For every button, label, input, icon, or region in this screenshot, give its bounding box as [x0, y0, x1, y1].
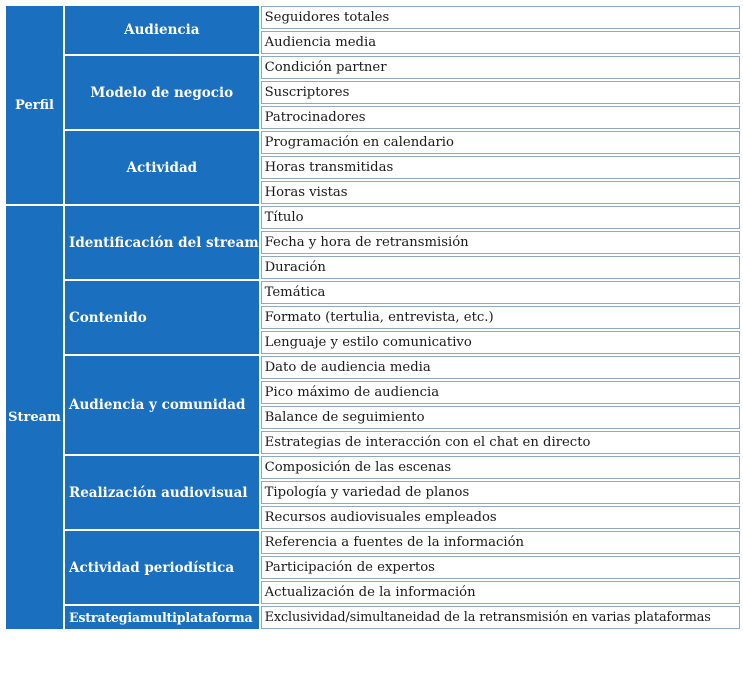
item-audiencia-media: Audiencia media	[261, 31, 740, 54]
analysis-table	[4, 4, 742, 631]
table-row	[6, 281, 740, 304]
item-pico-maximo: Pico máximo de audiencia	[261, 381, 740, 404]
item-seguidores-totales: Seguidores totales	[261, 6, 740, 29]
item-horas-vistas: Horas vistas	[261, 181, 740, 204]
subcategory-actividad: Actividad	[65, 131, 259, 204]
table-row	[6, 531, 740, 554]
subcategory-actividad-periodistica: Actividad periodística	[65, 531, 259, 604]
subcategory-realizacion-audiovisual: Realización audiovisual	[65, 456, 259, 529]
item-tipologia-planos: Tipología y variedad de planos	[261, 481, 740, 504]
item-composicion-escenas: Composición de las escenas	[261, 456, 740, 479]
item-formato: Formato (tertulia, entrevista, etc.)	[261, 306, 740, 329]
category-stream: Stream	[6, 206, 63, 629]
item-duracion: Duración	[261, 256, 740, 279]
item-recursos-audiovisuales: Recursos audiovisuales empleados	[261, 506, 740, 529]
item-titulo: Título	[261, 206, 740, 229]
item-referencia-fuentes: Referencia a fuentes de la información	[261, 531, 740, 554]
table-row	[6, 456, 740, 479]
subcategory-estrategia-multiplataforma: Estrategiamultiplataforma	[65, 606, 259, 629]
table-row	[6, 356, 740, 379]
table-row	[6, 56, 740, 79]
table-row	[6, 606, 740, 629]
subcategory-audiencia: Audiencia	[65, 6, 259, 54]
item-programacion-en-calendario: Programación en calendario	[261, 131, 740, 154]
item-horas-transmitidas: Horas transmitidas	[261, 156, 740, 179]
item-dato-audiencia-media: Dato de audiencia media	[261, 356, 740, 379]
item-actualizacion-informacion: Actualización de la información	[261, 581, 740, 604]
item-patrocinadores: Patrocinadores	[261, 106, 740, 129]
item-suscriptores: Suscriptores	[261, 81, 740, 104]
item-exclusividad-simultaneidad: Exclusividad/simultaneidad de la retransmisión en varias plataformas	[261, 606, 740, 629]
subcategory-identificacion-del-stream: Identificación del stream	[65, 206, 259, 279]
item-condicion-partner: Condición partner	[261, 56, 740, 79]
table-row	[6, 206, 740, 229]
table-row	[6, 131, 740, 154]
subcategory-contenido: Contenido	[65, 281, 259, 354]
item-fecha-y-hora: Fecha y hora de retransmisión	[261, 231, 740, 254]
item-estrategias-interaccion: Estrategias de interacción con el chat en directo	[261, 431, 740, 454]
table-row	[6, 6, 740, 29]
category-perfil: Perfil	[6, 6, 63, 204]
subcategory-modelo-de-negocio: Modelo de negocio	[65, 56, 259, 129]
item-lenguaje-y-estilo: Lenguaje y estilo comunicativo	[261, 331, 740, 354]
item-participacion-expertos: Participación de expertos	[261, 556, 740, 579]
item-tematica: Temática	[261, 281, 740, 304]
subcategory-audiencia-y-comunidad: Audiencia y comunidad	[65, 356, 259, 454]
item-balance-seguimiento: Balance de seguimiento	[261, 406, 740, 429]
